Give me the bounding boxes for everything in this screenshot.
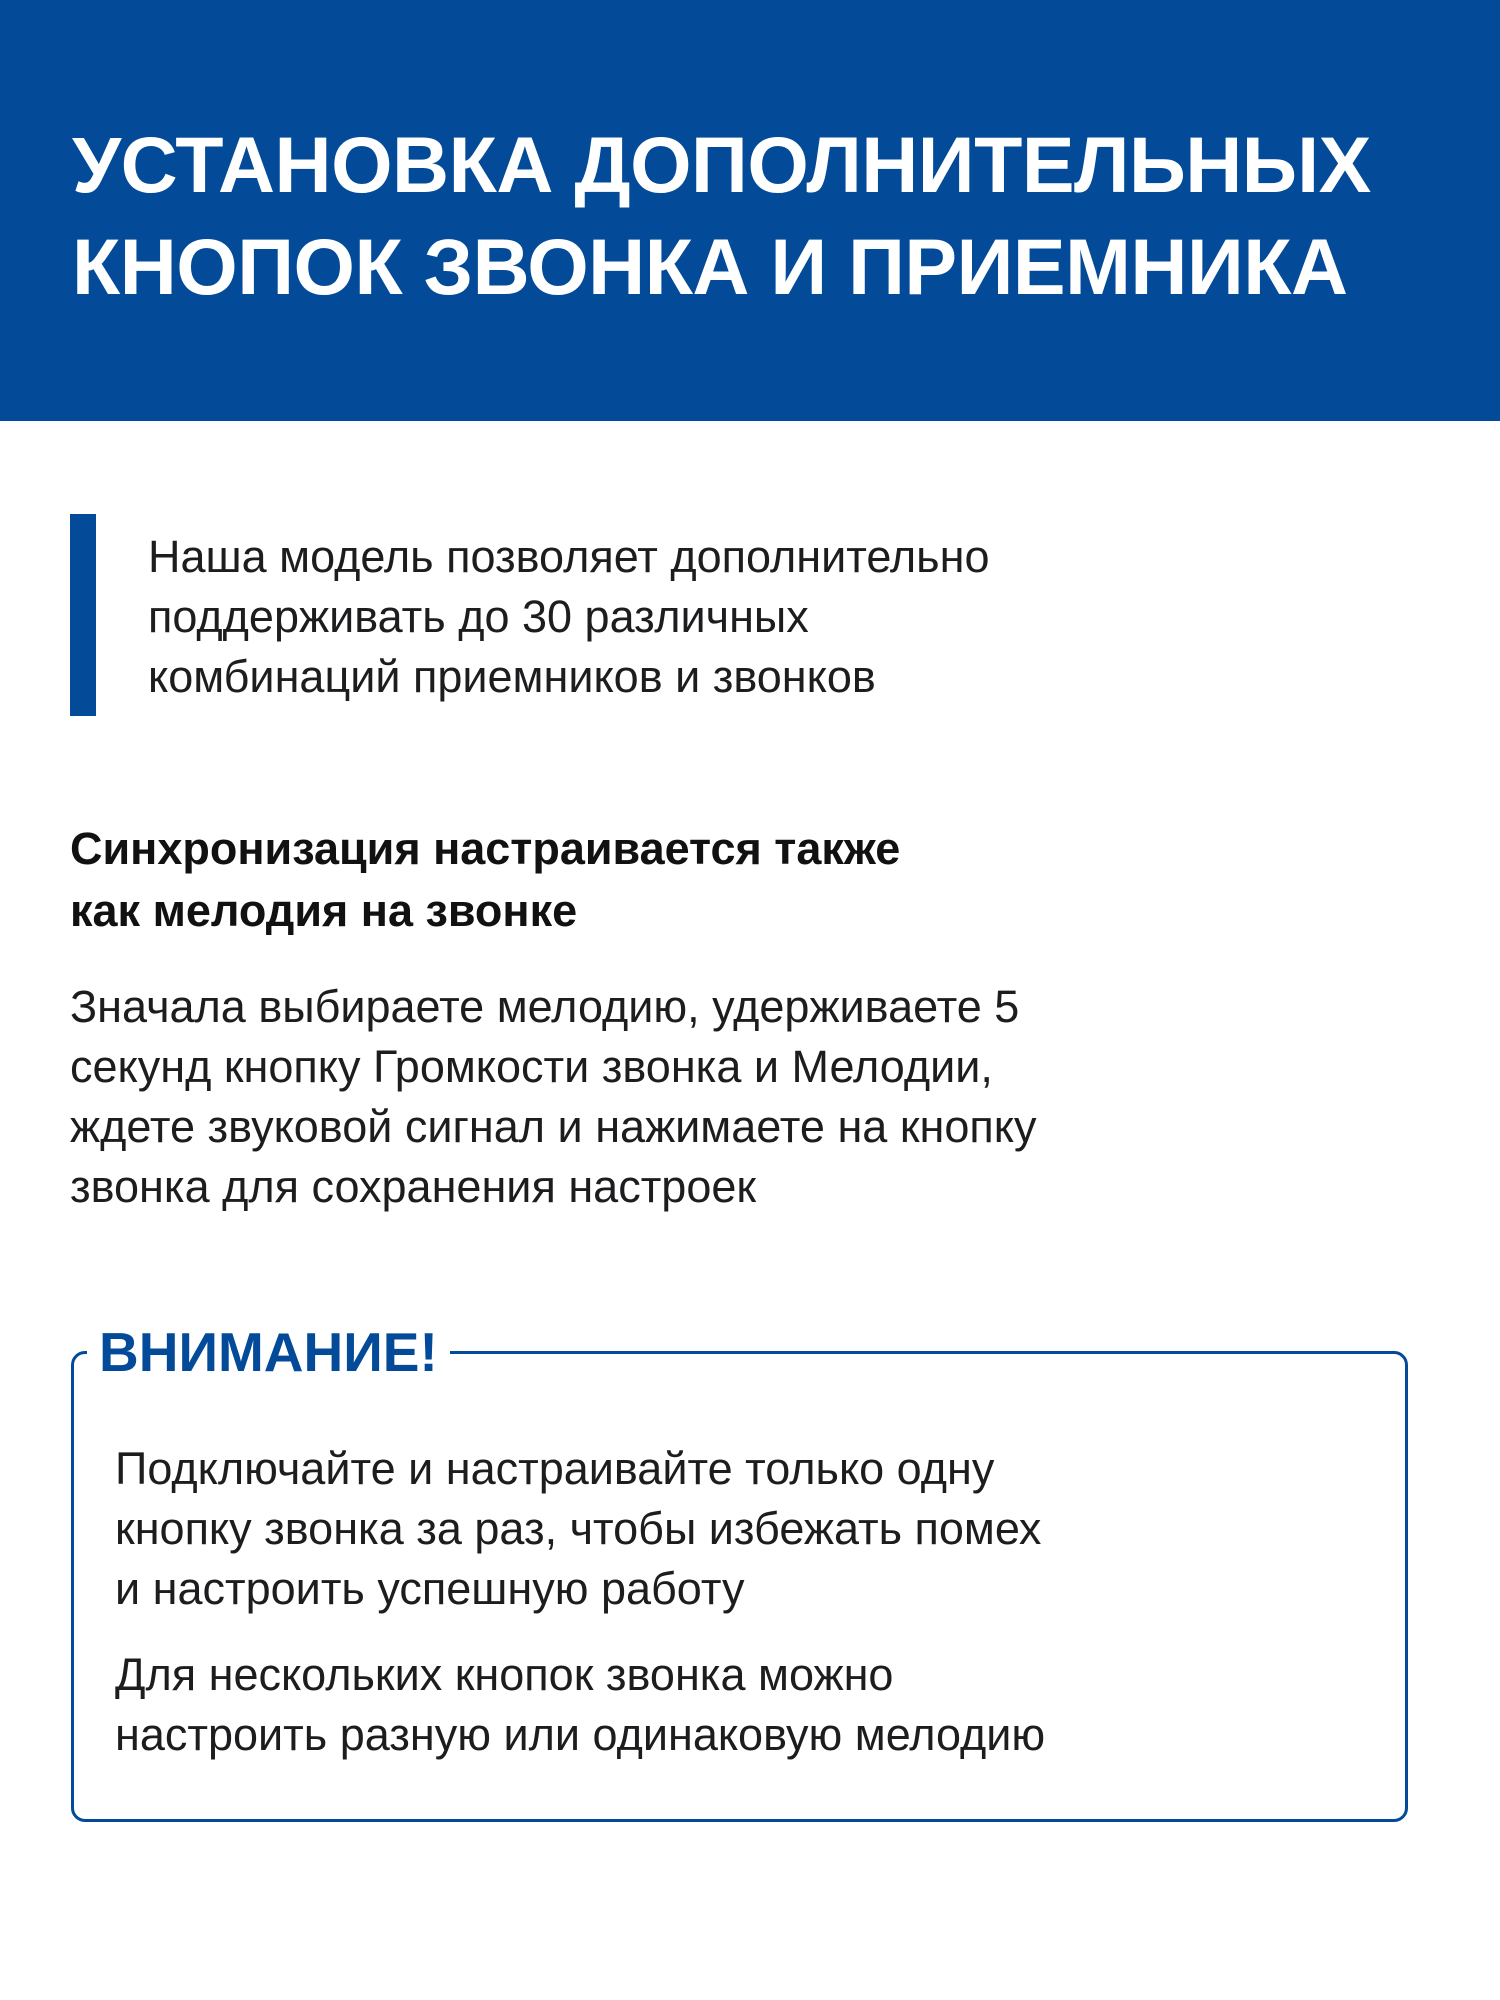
intro-text	[148, 527, 1448, 707]
warning-box	[71, 1321, 1408, 1822]
warning-paragraph-1-line-2: кнопку звонка за раз, чтобы избежать помех	[115, 1503, 1042, 1554]
warning-paragraph-1-line-1: Подключайте и настраивайте только одну	[115, 1443, 995, 1494]
page-title-line-1: УСТАНОВКА ДОПОЛНИТЕЛЬНЫХ	[72, 120, 1371, 209]
warning-paragraph-1	[115, 1439, 1385, 1619]
intro-accent-bar	[70, 514, 96, 716]
sync-instructions-line-2: секунд кнопку Громкости звонка и Мелодии,	[70, 1041, 993, 1092]
page-title-line-2: КНОПОК ЗВОНКА И ПРИЕМНИКА	[72, 222, 1348, 311]
intro-line-2: поддерживать до 30 различных	[148, 591, 809, 642]
sync-instructions	[70, 977, 1450, 1217]
warning-paragraph-2	[115, 1645, 1385, 1765]
sync-heading	[70, 818, 1430, 942]
warning-title: ВНИМАНИЕ!	[87, 1321, 450, 1383]
warning-paragraph-2-line-1: Для нескольких кнопок звонка можно	[115, 1649, 894, 1700]
intro-line-3: комбинаций приемников и звонков	[148, 651, 876, 702]
sync-instructions-line-3: ждете звуковой сигнал и нажимаете на кнопку	[70, 1101, 1037, 1152]
page-title	[72, 114, 1472, 318]
sync-heading-line-2: как мелодия на звонке	[70, 885, 578, 936]
sync-instructions-line-4: звонка для сохранения настроек	[70, 1161, 757, 1212]
warning-paragraph-2-line-2: настроить разную или одинаковую мелодию	[115, 1709, 1046, 1760]
sync-heading-line-1: Синхронизация настраивается также	[70, 823, 901, 874]
warning-paragraph-1-line-3: и настроить успешную работу	[115, 1563, 745, 1614]
sync-instructions-line-1: Значала выбираете мелодию, удерживаете 5	[70, 981, 1020, 1032]
intro-line-1: Наша модель позволяет дополнительно	[148, 531, 990, 582]
header-banner	[0, 0, 1500, 421]
